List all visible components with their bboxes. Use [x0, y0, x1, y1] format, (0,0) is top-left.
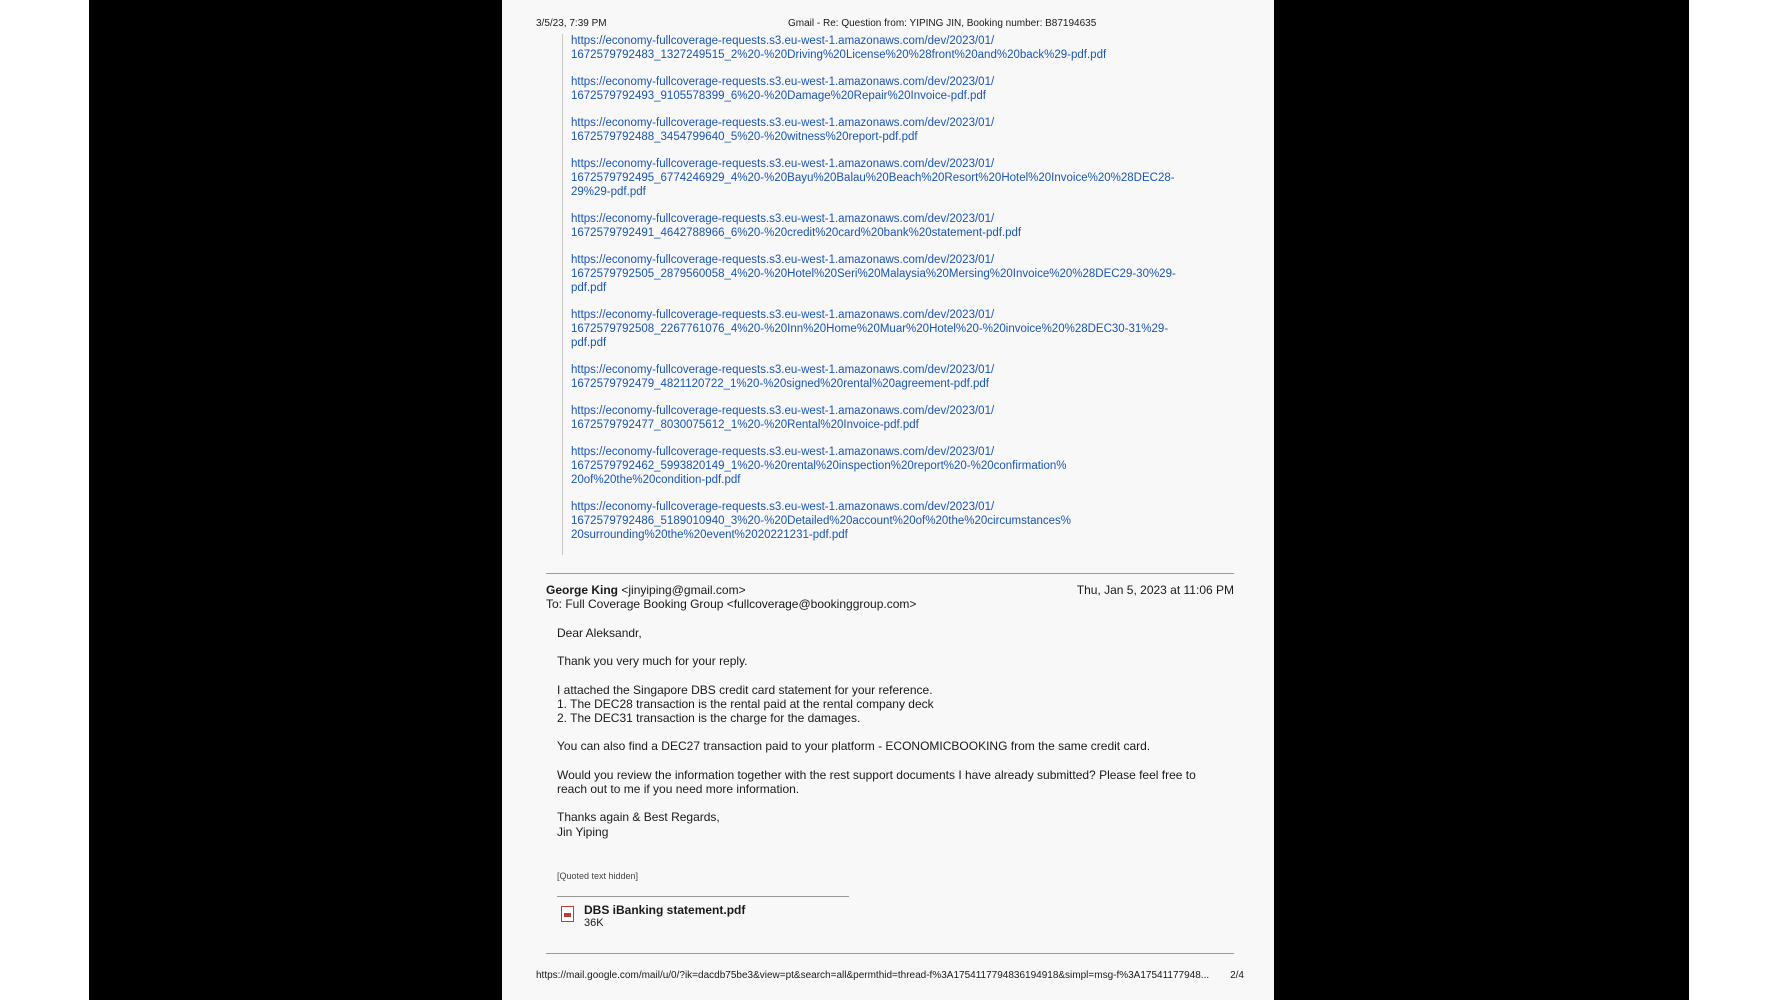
printed-email-page [502, 0, 1274, 1000]
sender-name: George King [546, 583, 619, 597]
attachment-link[interactable]: https://economy-fullcoverage-requests.s3.eu-west-1.amazonaws.com/dev/2023/01/ 1672579792479_4821120722_1%20-%20signed%20rental%20agreement-pdf.pdf [571, 364, 995, 390]
link-list [562, 34, 1251, 555]
attachment-link[interactable]: https://economy-fullcoverage-requests.s3.eu-west-1.amazonaws.com/dev/2023/01/ 1672579792477_8030075612_1%20-%20Rental%20Invoice-pdf.pdf [571, 405, 995, 431]
attachment-link[interactable]: https://economy-fullcoverage-requests.s3.eu-west-1.amazonaws.com/dev/2023/01/ 1672579792508_2267761076_4%20-%20Inn%20Home%20Muar%20Hotel%20-%20invoice%20%28DEC30-31%29- pdf.pdf [571, 309, 1169, 349]
sender-email: <jinyiping@gmail.com> [621, 583, 746, 597]
attachment-link[interactable]: https://economy-fullcoverage-requests.s3.eu-west-1.amazonaws.com/dev/2023/01/ 1672579792483_1327249515_2%20-%20Driving%20License%20%28front%20and%20back%29-pdf.pdf [571, 35, 1107, 61]
platform-note: You can also find a DEC27 transaction paid to your platform - ECONOMICBOOKING from the same credit card. [557, 739, 1151, 754]
attachment-link[interactable]: https://economy-fullcoverage-requests.s3.eu-west-1.amazonaws.com/dev/2023/01/ 1672579792491_4642788966_6%20-%20credit%20card%20bank%20statement-pdf.pdf [571, 213, 1022, 239]
attachment-link[interactable]: https://economy-fullcoverage-requests.s3.eu-west-1.amazonaws.com/dev/2023/01/ 1672579792486_5189010940_3%20-%20Detailed%20account%20of%20the%20circumstances% 20surrounding%20the%20event%2020221231-pdf.pdf [571, 501, 1071, 541]
recipient-line: To: Full Coverage Booking Group <fullcoverage@bookinggroup.com> [546, 597, 917, 611]
page-number: 2/4 [1230, 970, 1244, 981]
attachment-link[interactable]: https://economy-fullcoverage-requests.s3.eu-west-1.amazonaws.com/dev/2023/01/ 1672579792495_6774246929_4%20-%20Bayu%20Balau%20Beach%20Resort%20Hotel%20Invoice%20%28DEC28- 29%29-pdf.pdf [571, 158, 1175, 198]
attachment-link[interactable]: https://economy-fullcoverage-requests.s3.eu-west-1.amazonaws.com/dev/2023/01/ 1672579792493_9105578399_6%20-%20Damage%20Repair%20Invoice-pdf.pdf [571, 76, 995, 102]
pdf-file-icon [561, 906, 574, 922]
footer-divider [546, 953, 1234, 954]
greeting: Dear Aleksandr, [557, 626, 642, 640]
footer-url: https://mail.google.com/mail/u/0/?ik=dacdb75be3&view=pt&search=all&permthid=thread-f%3A1754117794836194918&simpl=msg-f%3A17541177948... [536, 970, 1210, 981]
left-black-band [89, 0, 502, 1000]
review-request: Would you review the information together with the rest support documents I have already submitted? Please feel free to reach out to me if you need more information. [557, 767, 1196, 797]
right-black-band [1274, 0, 1689, 1000]
attachment-link[interactable]: https://economy-fullcoverage-requests.s3.eu-west-1.amazonaws.com/dev/2023/01/ 1672579792505_2879560058_4%20-%20Hotel%20Seri%20Malaysia%20Mersing%20Invoice%20%28DEC29-30%29- pdf.pdf [571, 254, 1176, 294]
attachment-link[interactable]: https://economy-fullcoverage-requests.s3.eu-west-1.amazonaws.com/dev/2023/01/ 1672579792462_5993820149_1%20-%20rental%20inspection%20report%20-%20confirmation% 20of%20the%20condition-pdf.pdf [571, 446, 1067, 486]
attachment-divider [557, 896, 849, 897]
attachment-size: 36K [584, 917, 604, 929]
print-title: Gmail - Re: Question from: YIPING JIN, Booking number: B87194635 [788, 18, 1097, 29]
sign-off: Thanks again & Best Regards, Jin Yiping [557, 810, 720, 839]
message-date: Thu, Jan 5, 2023 at 11:06 PM [1076, 583, 1234, 597]
print-date: 3/5/23, 7:39 PM [536, 18, 607, 29]
thanks-line: Thank you very much for your reply. [557, 654, 748, 669]
sender [546, 583, 746, 597]
message-divider [546, 573, 1234, 574]
quoted-text-hidden[interactable]: [Quoted text hidden] [557, 871, 639, 881]
message-body [557, 626, 1247, 853]
attachment-name[interactable]: DBS iBanking statement.pdf [584, 903, 746, 917]
attachment-link[interactable]: https://economy-fullcoverage-requests.s3.eu-west-1.amazonaws.com/dev/2023/01/ 1672579792488_3454799640_5%20-%20witness%20report-pdf.pdf [571, 117, 995, 143]
attachment-explanation: I attached the Singapore DBS credit card statement for your reference. 1. The DEC28 transaction is the rental paid at the rental company deck 2. The DEC31 transaction is the charge for the damages. [557, 682, 934, 726]
